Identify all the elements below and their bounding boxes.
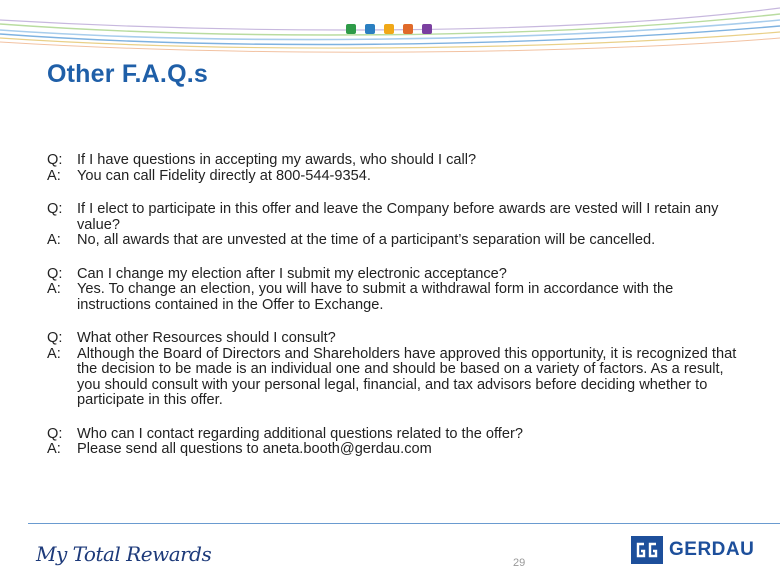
question [47, 267, 747, 283]
question-tag: Q: [47, 425, 63, 442]
footer-divider [28, 523, 780, 524]
answer-text: Although the Board of Directors and Shareholders have approved this opportunity, it is recognized that the decision to be made is an individual one and should be based on a variety of factors. As a result, you should consult with your personal legal, financial, and tax advisors before deciding whether to participate in this offer. [77, 345, 737, 408]
question [47, 202, 747, 233]
answer-tag: A: [47, 232, 61, 248]
gerdau-logo [631, 536, 754, 564]
question-tag: Q: [47, 265, 63, 282]
faq-list [47, 153, 747, 476]
answer-text: Yes. To change an election, you will have to submit a withdrawal form in accordance with the instructions contained in the Offer to Exchange. [77, 281, 674, 313]
answer [47, 282, 747, 313]
answer-tag: A: [47, 345, 61, 362]
answer [47, 233, 747, 249]
faq-item [47, 427, 747, 458]
accent-dots [346, 24, 432, 34]
answer-text: You can call Fidelity directly at 800-544-9354. [77, 167, 371, 184]
answer-text: No, all awards that are unvested at the time of a participant’s separation will be cancelled. [77, 232, 656, 248]
question-tag: Q: [47, 201, 63, 217]
question [47, 153, 747, 169]
accent-dot [422, 24, 432, 34]
question-text: What other Resources should I consult? [77, 330, 336, 346]
answer-tag: A: [47, 441, 61, 457]
question-text: Can I change my election after I submit my electronic acceptance? [77, 265, 507, 282]
answer [47, 169, 747, 185]
page-number: 29 [513, 557, 526, 569]
accent-dot [365, 24, 375, 34]
accent-dot [403, 24, 413, 34]
question-text: Who can I contact regarding additional questions related to the offer? [77, 425, 523, 442]
answer-text: Please send all questions to aneta.booth@gerdau.com [77, 441, 432, 457]
faq-item [47, 267, 747, 314]
faq-item [47, 331, 747, 409]
question-text: If I have questions in accepting my awards, who should I call? [77, 152, 477, 168]
question [47, 427, 747, 443]
question-tag: Q: [47, 152, 63, 168]
my-total-rewards-logo: My Total Rewards [36, 542, 212, 566]
faq-item [47, 153, 747, 184]
answer-tag: A: [47, 281, 61, 297]
faq-item [47, 202, 747, 249]
answer [47, 442, 747, 458]
slide-title: Other F.A.Q.s [47, 60, 208, 88]
question [47, 331, 747, 347]
gerdau-wordmark: GERDAU [669, 539, 755, 560]
question-tag: Q: [47, 330, 63, 346]
accent-dot [384, 24, 394, 34]
question-text: If I elect to participate in this offer and leave the Company before awards are vested will I retain any value? [77, 201, 719, 233]
accent-dot [346, 24, 356, 34]
answer-tag: A: [47, 167, 61, 184]
gerdau-mark-icon [631, 536, 663, 564]
answer [47, 347, 747, 409]
